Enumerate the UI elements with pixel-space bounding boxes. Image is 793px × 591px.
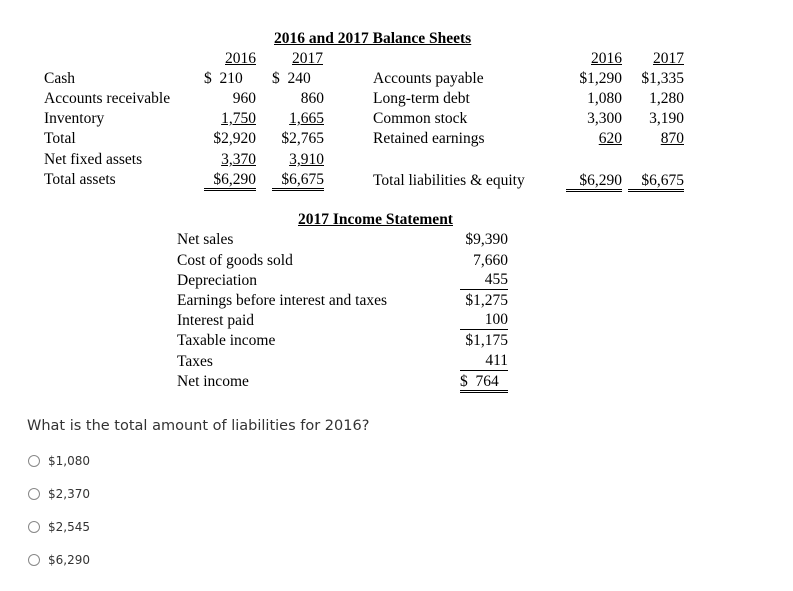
option-label: $2,370 — [48, 487, 90, 501]
income-label: Cost of goods sold — [177, 252, 293, 269]
income-value: 455 — [460, 271, 508, 290]
assets-label: Total — [44, 130, 76, 147]
balance-sheet-title: 2016 and 2017 Balance Sheets — [274, 30, 472, 47]
assets-value-2016: $6,290 — [204, 172, 256, 191]
income-value: 7,660 — [473, 252, 508, 269]
question-text: What is the total amount of liabilities for 2016? — [27, 418, 370, 434]
income-label: Taxable income — [177, 332, 276, 349]
assets-label: Inventory — [44, 110, 105, 127]
income-label: Net sales — [177, 231, 234, 248]
liabilities-value-2017: 3,190 — [649, 110, 684, 127]
assets-value-2016: 3,370 — [221, 151, 256, 168]
assets-label: Cash — [44, 70, 75, 87]
income-label: Interest paid — [177, 312, 255, 329]
income-value: 100 — [460, 311, 508, 330]
liabilities-label: Retained earnings — [373, 130, 485, 147]
liabilities-value-2016: 1,080 — [587, 90, 622, 107]
option-label: $6,290 — [48, 553, 90, 567]
assets-label: Total assets — [44, 171, 116, 188]
assets-value-2017: $6,675 — [272, 172, 324, 191]
liabilities-value-2016: $6,290 — [566, 173, 622, 192]
assets-value-2017: $2,765 — [281, 130, 324, 147]
radio-button[interactable] — [28, 488, 40, 500]
answer-option-1[interactable] — [28, 454, 90, 468]
liabilities-value-2017: $1,335 — [641, 70, 684, 87]
liabilities-label: Long-term debt — [373, 90, 470, 107]
option-label: $1,080 — [48, 454, 90, 468]
answer-option-2[interactable] — [28, 487, 90, 501]
income-label: Earnings before interest and taxes — [177, 292, 388, 309]
assets-value-2016: 960 — [232, 90, 256, 107]
radio-button[interactable] — [28, 521, 40, 533]
income-label: Taxes — [177, 353, 213, 370]
assets-value-2016: 1,750 — [221, 110, 256, 127]
option-label: $2,545 — [48, 520, 90, 534]
assets-label: Net fixed assets — [44, 151, 143, 168]
assets-year-2017: 2017 — [292, 50, 323, 67]
income-value: $ 764 — [460, 374, 508, 393]
income-value: 411 — [460, 352, 508, 371]
assets-year-2016: 2016 — [225, 50, 256, 67]
liabilities-value-2017: 870 — [660, 130, 684, 147]
liabilities-value-2017: 1,280 — [649, 90, 684, 107]
assets-label: Accounts receivable — [44, 90, 171, 107]
liabilities-value-2017: $6,675 — [628, 173, 684, 192]
income-statement-title: 2017 Income Statement — [298, 211, 453, 228]
liabilities-value-2016: $1,290 — [579, 70, 622, 87]
answer-option-4[interactable] — [28, 553, 90, 567]
assets-value-2017: $ 240 — [272, 70, 311, 87]
liabilities-label: Common stock — [373, 110, 468, 127]
income-label: Net income — [177, 373, 249, 390]
liabilities-label: Accounts payable — [373, 70, 484, 87]
liabilities-year-2016: 2016 — [591, 50, 622, 67]
assets-value-2017: 1,665 — [289, 110, 324, 127]
income-label: Depreciation — [177, 272, 258, 289]
assets-value-2017: 860 — [300, 90, 324, 107]
income-value: $1,175 — [465, 332, 508, 349]
liabilities-value-2016: 3,300 — [587, 110, 622, 127]
liabilities-year-2017: 2017 — [653, 50, 684, 67]
liabilities-value-2016: 620 — [598, 130, 622, 147]
assets-value-2016: $2,920 — [213, 130, 256, 147]
answer-option-3[interactable] — [28, 520, 90, 534]
income-value: $1,275 — [465, 292, 508, 309]
assets-value-2017: 3,910 — [289, 151, 324, 168]
liabilities-label: Total liabilities & equity — [373, 172, 525, 189]
radio-button[interactable] — [28, 554, 40, 566]
income-value: $9,390 — [465, 231, 508, 248]
assets-value-2016: $ 210 — [204, 70, 243, 87]
radio-button[interactable] — [28, 455, 40, 467]
